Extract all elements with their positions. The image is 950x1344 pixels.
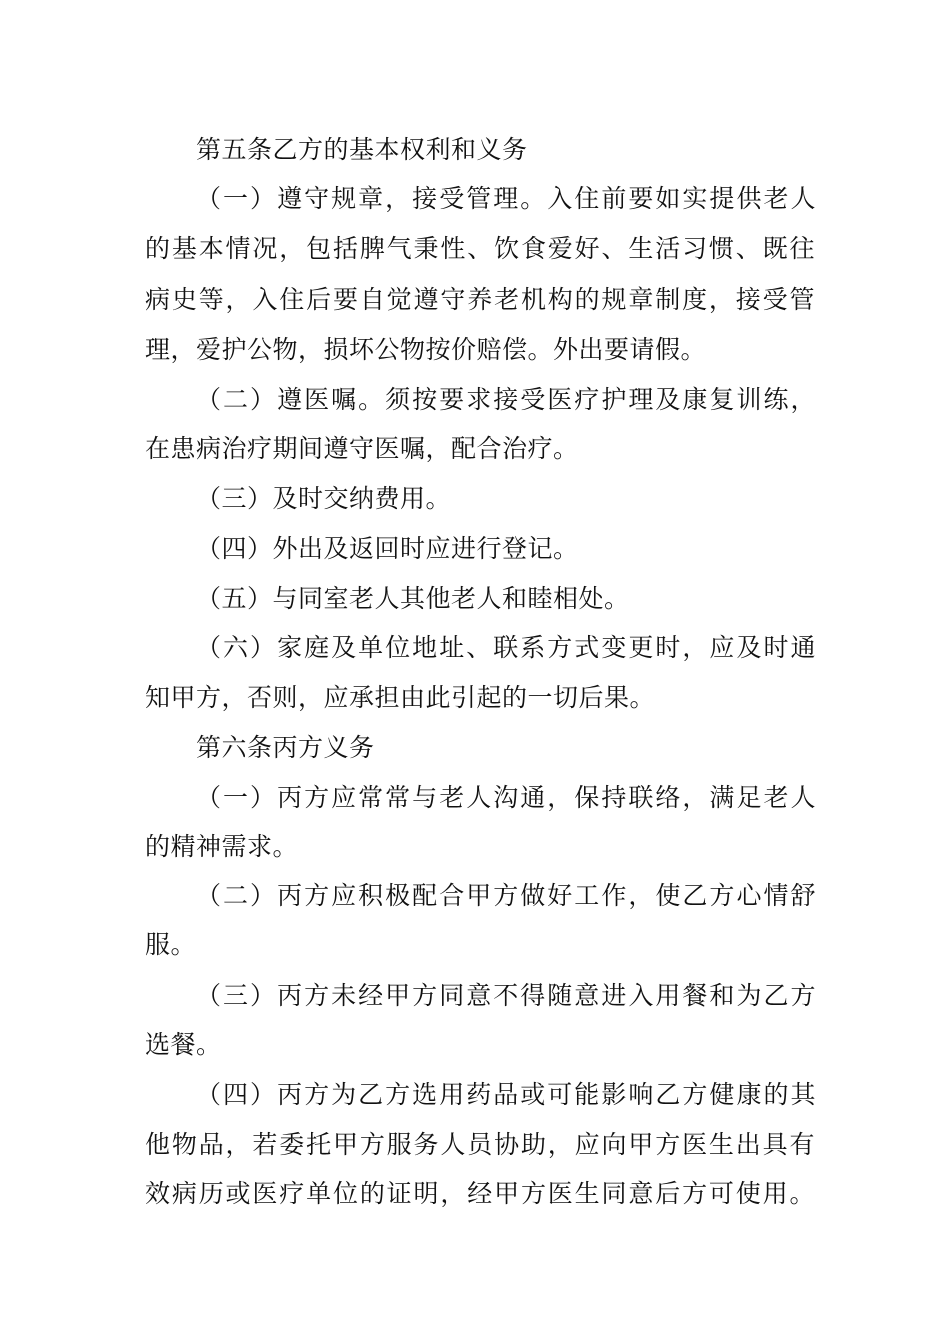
paragraph-line: （三）丙方未经甲方同意不得随意进入用餐和为乙方: [196, 981, 816, 1010]
paragraph-line: （三）及时交纳费用。: [196, 484, 452, 513]
paragraph-line: 知甲方，否则，应承担由此引起的一切后果。: [145, 683, 656, 712]
paragraph-line: （五）与同室老人其他老人和睦相处。: [196, 584, 630, 613]
paragraph-line: 的基本情况，包括脾气秉性、饮食爱好、生活习惯、既往: [145, 234, 815, 263]
paragraph-line: 效病历或医疗单位的证明，经甲方医生同意后方可使用。: [145, 1179, 815, 1208]
paragraph-line: （六）家庭及单位地址、联系方式变更时，应及时通: [196, 633, 816, 662]
paragraph-line: （二）遵医嘱。须按要求接受医疗护理及康复训练，: [196, 385, 816, 414]
paragraph-line: （四）外出及返回时应进行登记。: [196, 534, 579, 563]
paragraph-line: （一）丙方应常常与老人沟通，保持联络，满足老人: [196, 783, 816, 812]
paragraph-line: （一）遵守规章，接受管理。入住前要如实提供老人: [196, 184, 816, 213]
section-heading-article-5: 第五条乙方的基本权利和义务: [196, 135, 528, 164]
paragraph-line: 服。: [145, 930, 197, 959]
paragraph-line: 理，爱护公物，损坏公物按价赔偿。外出要请假。: [145, 335, 707, 364]
paragraph-line: 他物品，若委托甲方服务人员协助，应向甲方医生出具有: [145, 1130, 815, 1159]
paragraph-line: （四）丙方为乙方选用药品或可能影响乙方健康的其: [196, 1080, 816, 1109]
paragraph-line: （二）丙方应积极配合甲方做好工作，使乙方心情舒: [196, 881, 816, 910]
paragraph-line: 在患病治疗期间遵守医嘱，配合治疗。: [145, 434, 579, 463]
paragraph-line: 病史等，入住后要自觉遵守养老机构的规章制度，接受管: [145, 285, 815, 314]
paragraph-line: 的精神需求。: [145, 832, 299, 861]
section-heading-article-6: 第六条丙方义务: [196, 733, 375, 762]
paragraph-line: 选餐。: [145, 1030, 222, 1059]
